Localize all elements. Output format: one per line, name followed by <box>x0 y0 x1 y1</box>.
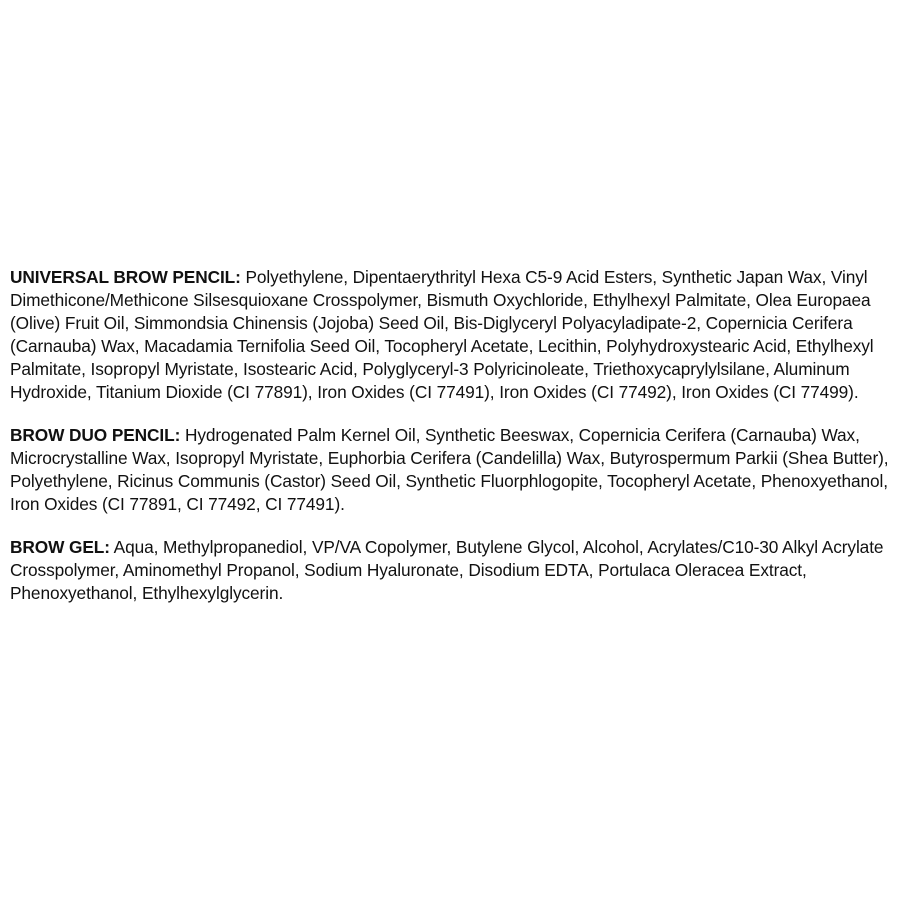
universal-brow-pencil-ingredients <box>10 266 894 404</box>
brow-duo-pencil-ingredients <box>10 424 894 516</box>
section-label: UNIVERSAL BROW PENCIL: <box>10 267 241 287</box>
ingredients-panel <box>10 266 894 625</box>
brow-gel-ingredients <box>10 536 894 605</box>
ingredient-list: Hydrogenated Palm Kernel Oil, Synthetic Beeswax, Copernicia Cerifera (Carnauba) Wax, Microcrystalline Wax, Isopropyl Myristate, Euphorbia Cerifera (Candelilla) Wax, Butyrospermum Parkii (Shea Butter), Polyethylene, Ricinus Communis (Castor) Seed Oil, Synthetic Fluorphlogopite, Tocopheryl Acetate, Phenoxyethanol, Iron Oxides (CI 77891, CI 77492, CI 77491). <box>10 425 889 514</box>
ingredient-list: Polyethylene, Dipentaerythrityl Hexa C5-9 Acid Esters, Synthetic Japan Wax, Vinyl Dimethicone/Methicone Silsesquioxane Crosspolymer, Bismuth Oxychloride, Ethylhexyl Palmitate, Olea Europaea (Olive) Fruit Oil, Simmondsia Chinensis (Jojoba) Seed Oil, Bis-Diglyceryl Polyacyladipate-2, Copernicia Cerifera (Carnauba) Wax, Macadamia Ternifolia Seed Oil, Tocopheryl Acetate, Lecithin, Polyhydroxystearic Acid, Ethylhexyl Palmitate, Isopropyl Myristate, Isostearic Acid, Polyglyceryl-3 Polyricinoleate, Triethoxycaprylylsilane, Aluminum Hydroxide, Titanium Dioxide (CI 77891), Iron Oxides (CI 77491), Iron Oxides (CI 77492), Iron Oxides (CI 77499). <box>10 267 874 402</box>
ingredient-list: Aqua, Methylpropanediol, VP/VA Copolymer, Butylene Glycol, Alcohol, Acrylates/C10-30 Alkyl Acrylate Crosspolymer, Aminomethyl Propanol, Sodium Hyaluronate, Disodium EDTA, Portulaca Oleracea Extract, Phenoxyethanol, Ethylhexylglycerin. <box>10 537 884 603</box>
section-label: BROW GEL: <box>10 537 110 557</box>
section-label: BROW DUO PENCIL: <box>10 425 181 445</box>
